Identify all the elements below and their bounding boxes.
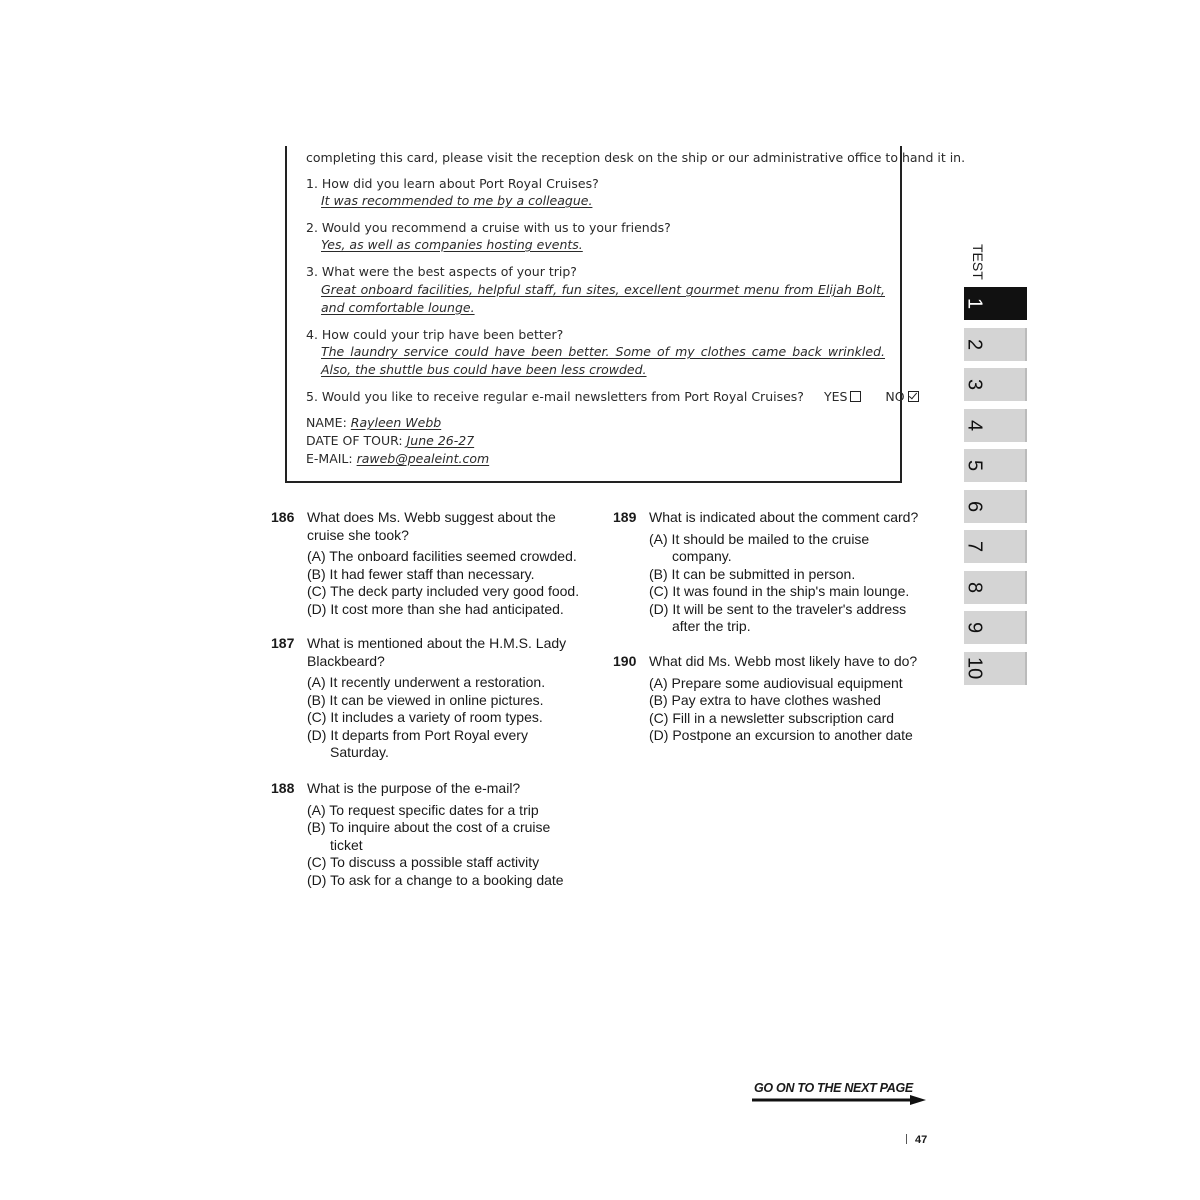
arrow-right-icon — [752, 1095, 928, 1107]
yes-label: YES — [823, 389, 848, 404]
card-answer-1: It was recommended to me by a colleague. — [321, 193, 593, 208]
question-number: 186 — [271, 509, 295, 525]
option-b[interactable]: (B) Pay extra to have clothes washed — [649, 692, 881, 708]
name-value: Rayleen Webb — [350, 415, 442, 430]
option-a[interactable]: (A) The onboard facilities seemed crowded. — [307, 548, 577, 564]
tab-test-10[interactable]: 10 — [964, 652, 1027, 685]
card-question-4: 4. How could your trip have been better? — [306, 327, 564, 342]
date-label: DATE OF TOUR: — [306, 433, 403, 448]
tab-test-4[interactable]: 4 — [964, 409, 1027, 442]
question-number: 188 — [271, 780, 295, 796]
option-c[interactable]: (C) Fill in a newsletter subscription card — [649, 709, 895, 726]
question-187 — [271, 635, 571, 762]
question-number: 187 — [271, 635, 295, 651]
comment-card — [285, 146, 966, 483]
page-number: 47 — [906, 1134, 927, 1146]
tab-test-7[interactable]: 7 — [964, 530, 1027, 563]
yes-checkbox[interactable] — [850, 391, 861, 402]
newsletter-question: 5. Would you like to receive regular e-mail newsletters from Port Royal Cruises? — [306, 389, 804, 404]
question-stem: What is mentioned about the H.M.S. Lady Blackbeard? — [307, 635, 567, 669]
email-field — [306, 451, 489, 466]
question-189 — [613, 509, 928, 636]
option-d[interactable]: (D) It departs from Port Royal every Saturday. — [307, 726, 528, 760]
tab-test-2[interactable]: 2 — [964, 328, 1027, 361]
card-question-1: 1. How did you learn about Port Royal Cruises? — [306, 176, 599, 191]
option-b[interactable]: (B) It can be submitted in person. — [649, 565, 856, 582]
question-stem: What is indicated about the comment card? — [649, 509, 919, 525]
option-c[interactable]: (C) It was found in the ship's main lounge. — [649, 583, 910, 599]
card-answer-3: Great onboard facilities, helpful staff, fun sites, excellent gourmet menu from Elijah Bolt, and comfortable lounge. — [321, 282, 885, 315]
option-a[interactable]: (A) To request specific dates for a trip — [307, 801, 539, 818]
question-stem: What does Ms. Webb suggest about the cruise she took? — [307, 509, 556, 543]
test-label: TEST — [970, 244, 986, 280]
tab-test-3[interactable]: 3 — [964, 368, 1027, 401]
card-intro: completing this card, please visit the reception desk on the ship or our administrative office to hand it in. — [306, 150, 966, 165]
tab-test-8[interactable]: 8 — [964, 571, 1027, 604]
email-label: E-MAIL: — [306, 451, 353, 466]
card-answer-2: Yes, as well as companies hosting events. — [321, 237, 583, 252]
no-checkbox-checked[interactable] — [908, 391, 919, 402]
option-d[interactable]: (D) It cost more than she had anticipated. — [307, 600, 564, 617]
next-page-label: GO ON TO THE NEXT PAGE — [754, 1081, 913, 1095]
question-stem: What is the purpose of the e-mail? — [307, 780, 521, 796]
date-field — [306, 433, 474, 448]
name-label: NAME: — [306, 415, 347, 430]
question-190 — [613, 653, 933, 745]
tab-test-1[interactable]: 1 — [964, 287, 1027, 320]
option-b[interactable]: (B) It had fewer staff than necessary. — [307, 565, 535, 582]
tab-test-9[interactable]: 9 — [964, 611, 1027, 644]
question-188 — [271, 780, 571, 889]
tab-test-6[interactable]: 6 — [964, 490, 1027, 523]
no-label: NO — [885, 389, 905, 404]
page-number-divider — [906, 1134, 907, 1144]
option-d[interactable]: (D) It will be sent to the traveler's address after the trip. — [649, 600, 907, 634]
question-stem: What did Ms. Webb most likely have to do? — [649, 653, 918, 669]
date-value: June 26-27 — [406, 433, 475, 448]
option-d[interactable]: (D) To ask for a change to a booking date — [307, 871, 564, 888]
option-a[interactable]: (A) It recently underwent a restoration. — [307, 674, 546, 690]
card-question-5 — [306, 389, 919, 404]
email-value: raweb@pealeint.com — [356, 451, 490, 466]
option-c[interactable]: (C) To discuss a possible staff activity — [307, 854, 540, 870]
option-a[interactable]: (A) Prepare some audiovisual equipment — [649, 674, 903, 691]
option-a[interactable]: (A) It should be mailed to the cruise company. — [649, 530, 870, 564]
card-question-3: 3. What were the best aspects of your trip? — [306, 264, 577, 279]
card-question-2: 2. Would you recommend a cruise with us to your friends? — [306, 220, 671, 235]
tab-test-5[interactable]: 5 — [964, 449, 1027, 482]
question-186 — [271, 509, 591, 618]
option-c[interactable]: (C) The deck party included very good food. — [307, 583, 580, 599]
option-b[interactable]: (B) It can be viewed in online pictures. — [307, 691, 544, 708]
option-b[interactable]: (B) To inquire about the cost of a cruise ticket — [307, 819, 551, 853]
name-field — [306, 415, 441, 430]
option-c[interactable]: (C) It includes a variety of room types. — [307, 709, 543, 725]
option-d[interactable]: (D) Postpone an excursion to another date — [649, 727, 913, 743]
question-number: 190 — [613, 653, 637, 669]
card-answer-4: The laundry service could have been better. Some of my clothes came back wrinkled. Also, the shuttle bus could have been less crowded. — [321, 344, 885, 377]
question-number: 189 — [613, 509, 637, 525]
